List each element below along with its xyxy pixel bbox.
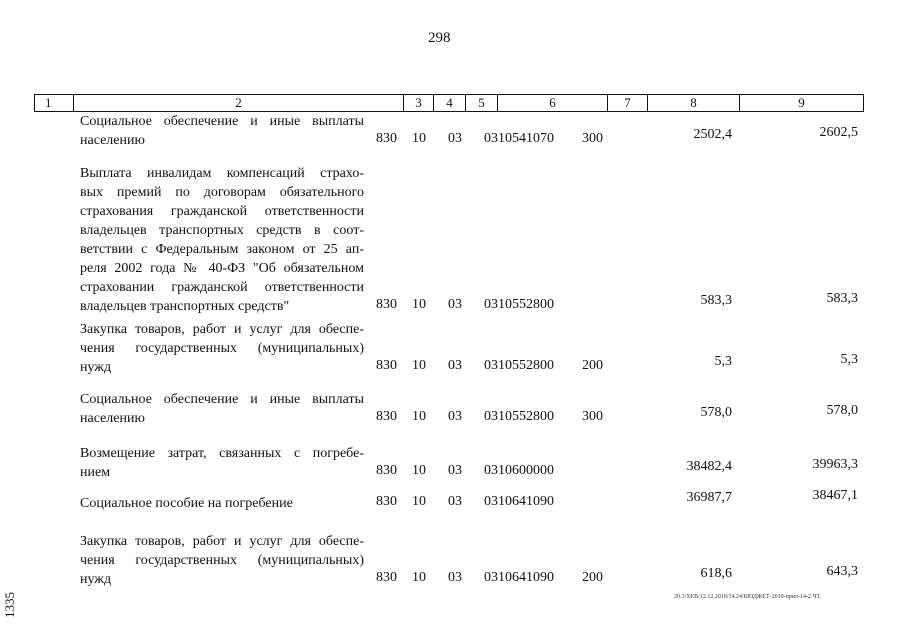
column-header: 2 — [73, 95, 403, 111]
amount-2020-cell: 5,3 — [840, 352, 858, 367]
admin-code-cell: 830 — [376, 570, 397, 585]
section-cell: 10 — [412, 494, 426, 509]
description-line: Возмещение затрат, связанных с погребе- — [80, 446, 364, 461]
column-header: 8 — [647, 95, 739, 111]
amount-2020-cell: 643,3 — [826, 564, 858, 579]
amount-2020-cell: 578,0 — [826, 403, 858, 418]
admin-code-cell: 830 — [376, 297, 397, 312]
description-line: населению — [80, 133, 145, 148]
target-article-cell: 0310541070 — [484, 131, 554, 146]
column-header: 6 — [497, 95, 607, 111]
expense-type-cell: 200 — [582, 570, 603, 585]
description-line: Закупка товаров, работ и услуг для обеспе- — [80, 534, 364, 549]
section-cell: 10 — [412, 358, 426, 373]
description-line: Социальное обеспечение и иные выплаты — [80, 114, 364, 129]
document-code: 20.3/ХЕВ/12.12.2018/14.24/БЮДЖЕТ-2019-прил-14-2.ЧТ. — [674, 594, 821, 600]
row-description — [80, 494, 364, 513]
description-line: владельцев транспортных средств в соот- — [80, 223, 364, 238]
description-line: нужд — [80, 572, 112, 587]
section-cell: 10 — [412, 463, 426, 478]
admin-code-cell: 830 — [376, 131, 397, 146]
amount-2019-cell: 578,0 — [700, 405, 732, 420]
row-description — [80, 112, 364, 150]
description-line: нием — [80, 465, 111, 480]
target-article-cell: 0310641090 — [484, 570, 554, 585]
amount-2019-cell: 36987,7 — [686, 490, 732, 505]
column-header: 3 — [403, 95, 433, 111]
admin-code-cell: 830 — [376, 358, 397, 373]
admin-code-cell: 830 — [376, 494, 397, 509]
description-line: нужд — [80, 360, 112, 375]
row-description — [80, 164, 364, 316]
subsection-cell: 03 — [448, 297, 462, 312]
subsection-cell: 03 — [448, 409, 462, 424]
description-line: Закупка товаров, работ и услуг для обеспе- — [80, 322, 364, 337]
row-description — [80, 320, 364, 377]
row-description — [80, 390, 364, 428]
subsection-cell: 03 — [448, 131, 462, 146]
description-line: населению — [80, 411, 145, 426]
expense-type-cell: 300 — [582, 409, 603, 424]
expense-type-cell: 300 — [582, 131, 603, 146]
target-article-cell: 0310600000 — [484, 463, 554, 478]
amount-2019-cell: 38482,4 — [686, 459, 732, 474]
target-article-cell: 0310552800 — [484, 409, 554, 424]
subsection-cell: 03 — [448, 358, 462, 373]
description-line: реля 2002 года № 40-ФЗ "Об обязательном — [80, 261, 364, 276]
row-description — [80, 444, 364, 482]
column-header-row — [34, 94, 864, 112]
description-line: вых премий по договорам обязательного — [80, 185, 364, 200]
section-cell: 10 — [412, 297, 426, 312]
amount-2020-cell: 39963,3 — [812, 457, 858, 472]
description-line: Социальное обеспечение и иные выплаты — [80, 392, 364, 407]
description-line: страховании гражданской ответственности — [80, 280, 364, 295]
column-header: 7 — [607, 95, 647, 111]
row-description — [80, 532, 364, 589]
amount-2019-cell: 618,6 — [700, 566, 732, 581]
subsection-cell: 03 — [448, 570, 462, 585]
description-line: ветствии с Федеральным законом от 25 ап- — [80, 242, 364, 257]
description-line: чения государственных (муниципальных) — [80, 553, 364, 568]
column-header: 1 — [45, 95, 52, 110]
expense-type-cell: 200 — [582, 358, 603, 373]
section-cell: 10 — [412, 570, 426, 585]
subsection-cell: 03 — [448, 494, 462, 509]
target-article-cell: 0310552800 — [484, 358, 554, 373]
description-line: владельцев транспортных средств" — [80, 299, 290, 314]
admin-code-cell: 830 — [376, 409, 397, 424]
target-article-cell: 0310552800 — [484, 297, 554, 312]
description-line: чения государственных (муниципальных) — [80, 341, 364, 356]
section-cell: 10 — [412, 131, 426, 146]
column-header: 5 — [465, 95, 497, 111]
amount-2019-cell: 583,3 — [700, 293, 732, 308]
amount-2019-cell: 5,3 — [714, 354, 732, 369]
column-header: 4 — [433, 95, 465, 111]
column-header: 9 — [739, 95, 863, 111]
section-cell: 10 — [412, 409, 426, 424]
page-number: 298 — [428, 30, 451, 46]
description-line: страхования гражданской ответственности — [80, 204, 364, 219]
amount-2019-cell: 2502,4 — [693, 127, 732, 142]
amount-2020-cell: 2602,5 — [819, 125, 858, 140]
admin-code-cell: 830 — [376, 463, 397, 478]
subsection-cell: 03 — [448, 463, 462, 478]
target-article-cell: 0310641090 — [484, 494, 554, 509]
amount-2020-cell: 583,3 — [826, 291, 858, 306]
description-line: Социальное пособие на погребение — [80, 496, 293, 511]
amount-2020-cell: 38467,1 — [812, 488, 858, 503]
description-line: Выплата инвалидам компенсаций страхо- — [80, 166, 364, 181]
side-page-number: 1335 — [2, 592, 17, 618]
